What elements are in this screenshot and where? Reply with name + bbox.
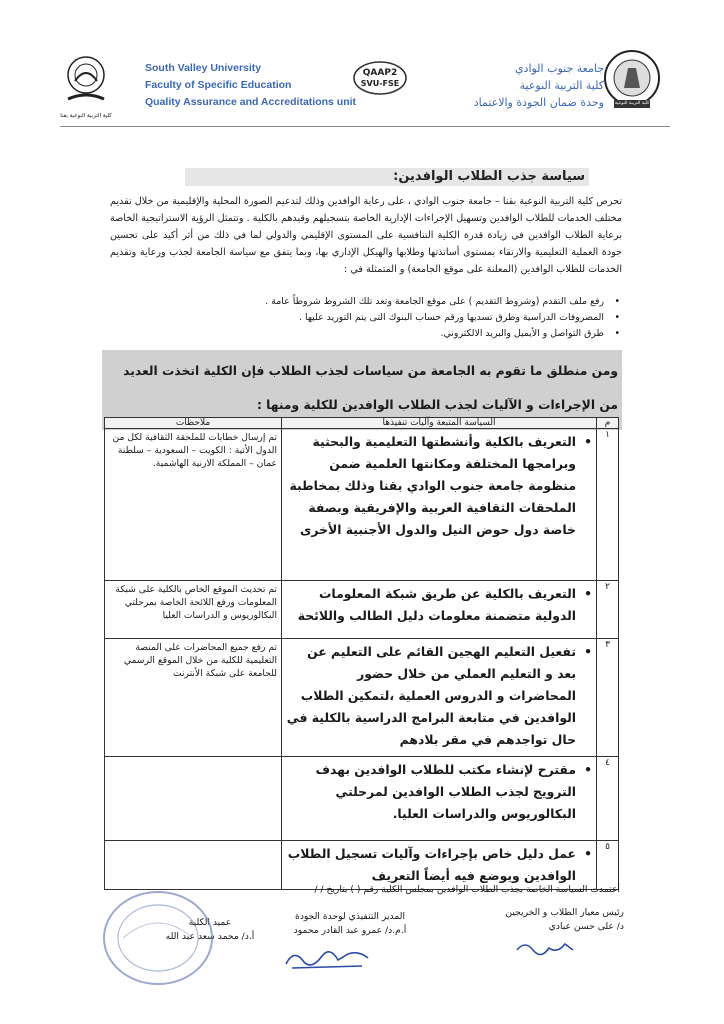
- university-logo-left: [60, 55, 112, 119]
- official-stamp: [98, 888, 218, 988]
- policy-cell: [282, 639, 597, 757]
- handwritten-signature: [282, 942, 372, 972]
- university-policy-list: [160, 294, 622, 342]
- policy-text: تفعيل التعليم الهجين القائم على التعليم عن بعد و التعليم العملي من خلال حضور المحاضرات و الدروس العملية ،لتمكين الطلاب الوافدين في متابعة البرامج الدراسية بالكلية في حال تواجدهم في مقر بلادهم: [286, 644, 576, 747]
- header-en-faculty: Faculty of Specific Education: [145, 79, 292, 91]
- header-ar-university: جامعة جنوب الوادي: [514, 62, 604, 75]
- table-row: [105, 429, 619, 581]
- column-header-num: م: [597, 418, 619, 429]
- table-row: [105, 841, 619, 890]
- header-arabic: [474, 60, 604, 111]
- bullet-icon: •: [584, 762, 592, 777]
- row-number: ٥: [597, 841, 619, 890]
- signature-name: أ.م.د/ عمرو عبد القادر محمود: [293, 925, 407, 936]
- signature-name: د/ على حسن عبادي: [548, 921, 624, 932]
- qaap-logo-line1: QAAP2: [362, 68, 398, 78]
- list-item: • رفع ملف التقدم (وشروط التقديم ) على موقع الجامعة وتعد تلك الشروط شروطاً عامة .: [160, 294, 622, 310]
- row-number: ٢: [597, 581, 619, 639]
- header-en-university: South Valley University: [145, 62, 262, 74]
- bullet-icon: •: [584, 846, 592, 861]
- faculty-logo-right: [600, 48, 664, 112]
- notes-cell: تم تحديث الموقع الخاص بالكلية على شبكة المعلومات ورفع اللائحة الخاصة بمرحلتي البكالوريوس و الدراسات العليا: [105, 581, 282, 639]
- policy-cell: [282, 581, 597, 639]
- header-ar-unit: وحدة ضمان الجودة والاعتماد: [473, 96, 604, 109]
- column-header-policy: السياسة المتبعة وآليات تنفيذها: [282, 418, 597, 429]
- qaap-logo: [352, 60, 408, 96]
- header-divider: [60, 126, 670, 127]
- row-number: ٤: [597, 757, 619, 841]
- right-logo-caption: كلية التربية النوعية بقنا: [614, 101, 650, 114]
- header-ar-faculty: كلية التربية النوعية: [519, 79, 604, 92]
- signature-title: المدير التنفيذي لوحدة الجودة: [295, 911, 405, 922]
- notes-cell: تم رفع جميع المحاضرات على المنصة التعليمية للكلية من خلال الموقع الرسمي للجامعة على شبكة الأنترنت: [105, 639, 282, 757]
- left-logo-caption: كلية التربية النوعية بقنا: [60, 113, 112, 119]
- notes-cell: تم إرسال خطابات للملحقة الثقافية لكل من الدول الأتية : الكويت – السعودية – سلطنة عمان – المملكة الارنية الهاشمية.: [105, 429, 282, 581]
- header-english: [145, 60, 356, 111]
- signature-title: عميد الكلية: [188, 917, 232, 928]
- approval-line: أعتمدت السياسة الخاصة بجذب الطلاب الوافدين بمجلس الكلية رقم ( ) بتاريخ / /: [314, 884, 620, 895]
- notes-cell: [105, 841, 282, 890]
- table-row: [105, 757, 619, 841]
- notes-cell: [105, 757, 282, 841]
- policy-text: مقترح لإنشاء مكتب للطلاب الوافدين بهدف الترويج لجذب الطلاب الوافدين لمرحلتي البكالوريوس والدراسات العليا.: [315, 762, 576, 821]
- row-number: ٣: [597, 639, 619, 757]
- signature-name: أ.د/ محمد سعد عبد الله: [165, 931, 255, 942]
- qaap-logo-line2: SVU-FSE: [360, 79, 400, 88]
- section-title: سياسة جذب الطلاب الوافدين:: [185, 168, 589, 186]
- column-header-notes: ملاحظات: [105, 418, 282, 429]
- signature-block-students: [454, 906, 624, 934]
- list-item: • طرق التواصل و الأيميل والبريد الالكتروني.: [160, 326, 622, 342]
- procedures-band-text: ومن منطلق ما تقوم به الجامعة من سياسات لجذب الطلاب فإن الكلية اتخذت العديد من الإجراءات و الآليات لجذب الطلاب الوافدين للكلية ومنها :: [123, 364, 618, 412]
- table-row: [105, 639, 619, 757]
- handwritten-signature: [515, 938, 575, 958]
- policy-text: التعريف بالكلية عن طريق شبكة المعلومات الدولية متضمنة معلومات دليل الطالب واللائحة: [297, 586, 576, 623]
- intro-paragraph: تحرص كلية التربية النوعية بقنا – جامعة جنوب الوادي ، على رعاية الوافدين وذلك لتدعيم الصورة المحلية والإقليمية من خلال تقديم مختلف الخدمات للطلاب الوافدين وتسهيل الإجراءات الإدارية الخاصة بتسجيلهم وقيدهم بالكلية . وتتمثل الرؤية الاستراتيجية الخاصة برعاية الطلاب الوافدين في زيادة قدرة الكلية التنافسية على المستوى الإقليمي والدولي لما في ذلك من أثر أكيد على تحسين جودة العملية التعليمية والارتقاء بمستوى أساتذتها وطلابها والهيكل الإداري بها، وبما يتفق مع سياسة الجامعة لجذب ورعاية وتقديم الخدمات للطلاب الوافدين (المعلنة على موقع الجامعة) و المتمثلة في :: [110, 196, 622, 275]
- row-number: ١: [597, 429, 619, 581]
- policy-cell: [282, 429, 597, 581]
- policies-table: [104, 417, 619, 890]
- policy-text: التعريف بالكلية وأنشطتها التعليمية والبحثية وبرامجها المختلفة ومكانتها العلمية ضمن منظومة جامعة جنوب الوادي بقنا وذلك بمخاطبة الملحقات الثقافية العربية والإفريقية وبصفة خاصة دول حوض النيل والدول الأجنبية الأخرى: [289, 434, 576, 537]
- signature-block-quality: [270, 910, 430, 938]
- policy-cell: [282, 757, 597, 841]
- table-row: [105, 581, 619, 639]
- policy-cell: [282, 841, 597, 890]
- list-item: • المصروفات الدراسية وطرق تسديها ورقم حساب البنوك التى يتم التوريد عليها .: [160, 310, 622, 326]
- table-header-row: [105, 418, 619, 429]
- bullet-icon: •: [584, 586, 592, 601]
- bullet-icon: •: [584, 434, 592, 449]
- signature-title: رئيس معيار الطلاب و الخريجين: [505, 907, 624, 918]
- bullet-icon: •: [584, 644, 592, 659]
- header-en-unit: Quality Assurance and Accreditations unit: [145, 96, 357, 108]
- policy-text: عمل دليل خاص بإجراءات وآليات تسجيل الطلاب الوافدين ويوضع فيه أيضاً التعريف: [287, 846, 576, 883]
